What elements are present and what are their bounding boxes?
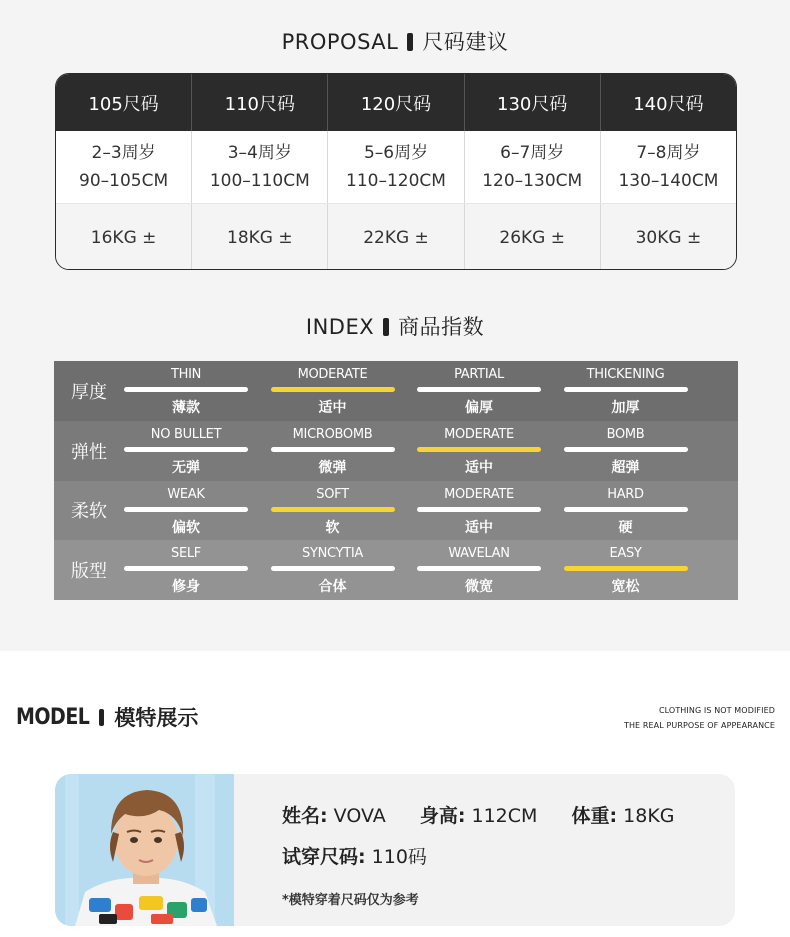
size-header-cell: 140尺码 <box>633 93 704 115</box>
model-card <box>55 774 735 926</box>
index-option <box>564 361 711 421</box>
index-option-cn: 微弹 <box>318 459 347 476</box>
index-indicator <box>564 447 688 452</box>
size-header-cell: 130尺码 <box>465 74 601 131</box>
index-indicator <box>564 387 688 392</box>
index-indicator <box>417 566 541 571</box>
weight-value: 18KG <box>623 805 675 827</box>
index-option-en: MICROBOMB <box>292 426 373 442</box>
index-option-en: EASY <box>609 546 642 562</box>
height-text: 90–105CM <box>79 171 169 191</box>
age-text: 2–3周岁 <box>91 143 156 163</box>
index-option <box>124 481 271 541</box>
index-indicator-selected <box>271 507 395 512</box>
index-title-cn: 商品指数 <box>398 315 485 339</box>
index-option-cn: 适中 <box>318 400 347 416</box>
model-portrait-illustration <box>55 774 234 926</box>
index-options <box>124 421 738 481</box>
index-option-en: SOFT <box>316 486 349 502</box>
title-divider <box>383 318 389 336</box>
index-option <box>417 481 564 541</box>
index-indicator-selected <box>417 447 541 452</box>
index-options <box>124 361 738 421</box>
age-text: 3–4周岁 <box>227 143 292 163</box>
index-option <box>564 481 711 541</box>
index-option-en: NO BULLET <box>150 426 222 442</box>
size-age-cell <box>56 131 192 203</box>
model-size-line <box>282 842 427 869</box>
index-row-label: 柔软 <box>71 501 107 523</box>
index-option-en: SELF <box>171 546 201 562</box>
index-option <box>417 361 564 421</box>
index-row <box>54 361 738 421</box>
index-option <box>271 481 418 541</box>
index-option-en: WEAK <box>167 486 205 502</box>
proposal-title-cn: 尺码建议 <box>422 30 509 54</box>
model-stats-line <box>282 801 675 828</box>
weight-cell: 30KG ± <box>635 227 702 248</box>
index-option-en: BOMB <box>606 426 645 442</box>
model-note-line2: THE REAL PURPOSE OF APPEARANCE <box>623 721 775 730</box>
proposal-title-en: PROPOSAL <box>281 30 399 54</box>
index-option <box>417 421 564 481</box>
index-indicator <box>271 566 395 571</box>
index-option-en: SYNCYTIA <box>302 546 363 562</box>
size-header-cell: 110尺码 <box>192 74 328 131</box>
size-age-cell <box>465 131 601 203</box>
index-option-cn: 偏软 <box>172 519 200 536</box>
height-text: 110–120CM <box>346 171 446 191</box>
index-title-en: INDEX <box>305 315 375 339</box>
index-option <box>271 421 418 481</box>
index-options <box>124 481 738 541</box>
index-option-en: WAVELAN <box>448 546 510 562</box>
index-row-label: 版型 <box>71 561 107 583</box>
age-text: 5–6周岁 <box>363 143 429 163</box>
index-option-cn: 微宽 <box>465 579 493 596</box>
index-option-en: PARTIAL <box>454 367 504 382</box>
title-divider <box>407 33 413 51</box>
index-option-cn: 超弹 <box>611 459 640 476</box>
index-option <box>564 540 711 600</box>
index-option-cn: 薄款 <box>172 400 200 416</box>
index-indicator-selected <box>271 387 395 392</box>
index-title <box>0 311 790 341</box>
index-indicator <box>564 507 688 512</box>
index-indicator <box>417 507 541 512</box>
name-value: VOVA <box>333 805 386 827</box>
index-option-en: MODERATE <box>444 486 514 502</box>
index-option-cn: 适中 <box>465 459 493 476</box>
index-option-cn: 无弹 <box>172 459 200 476</box>
name-label: 姓名: <box>282 805 328 827</box>
index-option-cn: 适中 <box>465 519 493 536</box>
index-indicator-selected <box>564 566 688 571</box>
index-option <box>271 540 418 600</box>
weight-cell: 26KG ± <box>465 204 601 270</box>
model-note-line1: CLOTHING IS NOT MODIFIED <box>658 706 775 715</box>
index-indicator <box>124 387 248 392</box>
index-option-en: HARD <box>607 486 644 502</box>
index-row-label: 弹性 <box>71 441 107 463</box>
model-title-en: MODEL <box>16 704 90 730</box>
height-text: 100–110CM <box>209 171 310 191</box>
size-age-cell <box>328 131 464 203</box>
size-age-cell <box>192 131 328 203</box>
index-option-cn: 软 <box>325 519 340 536</box>
size-header-cell: 120尺码 <box>328 74 464 131</box>
model-photo <box>55 774 234 926</box>
height-value: 112CM <box>471 805 538 827</box>
index-option <box>124 361 271 421</box>
index-option-en: MODERATE <box>297 367 368 382</box>
index-option-cn: 硬 <box>618 519 633 536</box>
title-divider <box>99 709 104 726</box>
height-label: 身高: <box>419 805 466 827</box>
size-weight-row <box>56 203 736 270</box>
index-option-en: THIN <box>170 367 202 382</box>
index-option-cn: 加厚 <box>611 400 640 416</box>
index-indicator <box>124 566 248 571</box>
model-title <box>16 702 198 732</box>
index-option-cn: 修身 <box>172 579 200 596</box>
index-indicator <box>271 447 395 452</box>
model-title-cn: 模特展示 <box>114 706 199 730</box>
size-table <box>55 73 737 270</box>
weight-cell: 18KG ± <box>192 204 328 270</box>
index-option <box>271 361 418 421</box>
size-table-header <box>56 74 736 131</box>
index-option-en: THICKENING <box>586 367 665 382</box>
index-row <box>54 481 738 541</box>
weight-label: 体重: <box>571 805 618 827</box>
index-table <box>54 361 738 600</box>
weight-cell: 16KG ± <box>56 204 192 270</box>
weight-cell: 22KG ± <box>328 204 464 270</box>
index-option-cn: 合体 <box>318 579 347 596</box>
index-indicator <box>417 387 541 392</box>
index-row-label: 厚度 <box>71 381 107 403</box>
index-row <box>54 540 738 600</box>
index-option-en: MODERATE <box>444 426 514 442</box>
size-age-cell <box>601 131 736 203</box>
index-indicator <box>124 447 248 452</box>
age-text: 6–7周岁 <box>500 143 565 163</box>
size-label: 试穿尺码: <box>282 846 366 868</box>
index-option-cn: 偏厚 <box>465 400 493 416</box>
size-value: 110码 <box>371 846 427 868</box>
index-option <box>417 540 564 600</box>
model-disclaimer: *模特穿着尺码仅为参考 <box>282 893 419 908</box>
index-options <box>124 540 738 600</box>
size-age-row <box>56 131 736 203</box>
index-indicator <box>124 507 248 512</box>
proposal-title <box>0 26 790 56</box>
height-text: 130–140CM <box>618 171 719 191</box>
height-text: 120–130CM <box>482 171 583 191</box>
model-note <box>624 703 775 733</box>
index-option <box>124 540 271 600</box>
index-row <box>54 421 738 481</box>
index-option-cn: 宽松 <box>611 579 640 596</box>
index-option <box>124 421 271 481</box>
index-option <box>564 421 711 481</box>
size-header-cell: 105尺码 <box>56 74 192 131</box>
age-text: 7–8周岁 <box>636 143 701 163</box>
